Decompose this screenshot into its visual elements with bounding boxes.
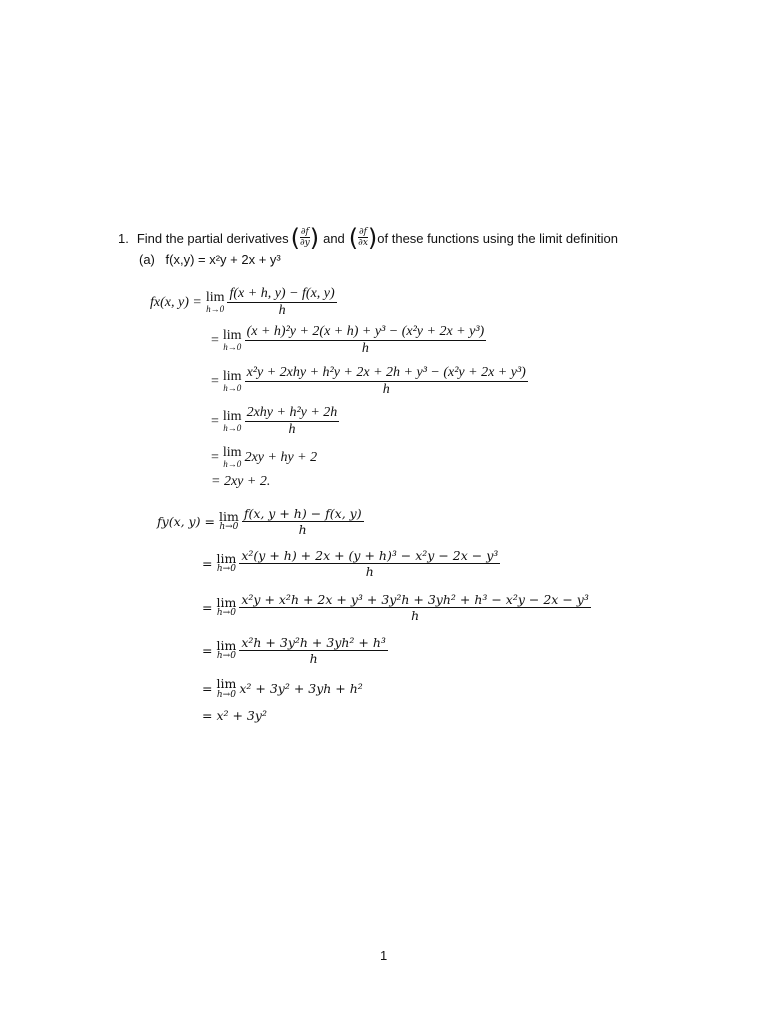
fy-expression-5: x² + 3y² + 3yh + h² bbox=[239, 681, 363, 697]
fx-line-1: fx(x, y) = lim h→0 $\frac{f(x + h, y) - f(x, y)}{h}$ bbox=[150, 286, 335, 318]
problem-intro: Find the partial derivatives bbox=[136, 230, 289, 246]
problem-number: 1. bbox=[118, 230, 129, 246]
fy-result: = x² + 3y² bbox=[202, 708, 267, 723]
partial-f-partial-x: $\frac{\partial f}{\partial x}$ bbox=[358, 226, 368, 248]
problem-outro: of these functions using the limit definition bbox=[377, 230, 618, 246]
fy-line-2: = lim h→0 $\frac{\text{x²(y + h) + 2x + (y + h)³ − x²y − 2x − y³}}{h}$ bbox=[202, 548, 499, 579]
fx-fraction-1: $\frac{f(x + h, y) - f(x, y)}{h}$ bbox=[229, 286, 335, 318]
fy-lhs: fy(x, y) = bbox=[157, 514, 215, 529]
partial-f-partial-y: $\frac{\partial f}{\partial y}$ bbox=[299, 226, 310, 248]
fx-lhs: fx(x, y) = bbox=[150, 294, 202, 310]
problem-and: and bbox=[323, 230, 345, 246]
fy-line-1: fy(x, y) = lim h→0 $\frac{f(x, y + h) - f(x, y)}{h}$ bbox=[157, 506, 362, 537]
fx-fraction-4: $\frac{\text{2xhy + h²y + 2h}}{h}$ bbox=[246, 405, 338, 437]
fy-line-4: = lim h→0 $\frac{\text{x²h + 3y²h + 3yh² + h³}}{h}$ bbox=[202, 635, 386, 666]
part-label: (a) bbox=[139, 252, 155, 267]
fx-line-2: = lim h→0 $\frac{\text{(x + h)²y + 2(x + h) + y³ − (x²y + 2x + y³)}}{h}$ bbox=[211, 324, 485, 356]
fx-fraction-3: $\frac{\text{x²y + 2xhy + h²y + 2x + 2h + y³ − (x²y + 2x + y³)}}{h}$ bbox=[246, 365, 526, 397]
part-a bbox=[139, 252, 281, 267]
fx-line-4: = lim h→0 $\frac{\text{2xhy + h²y + 2h}}{h}$ bbox=[211, 405, 338, 437]
fx-fraction-2: $\frac{\text{(x + h)²y + 2(x + h) + y³ − (x²y + 2x + y³)}}{h}$ bbox=[246, 324, 485, 356]
part-function: f(x,y) = x²y + 2x + y³ bbox=[165, 252, 281, 267]
fx-expression-5: 2xy + hy + 2 bbox=[244, 449, 318, 465]
fy-fraction-2: $\frac{\text{x²(y + h) + 2x + (y + h)³ − x²y − 2x − y³}}{h}$ bbox=[241, 548, 499, 579]
problem-statement: 1. Find the partial derivatives ( $\frac{\partial f}{\partial y}$ ) and ( $\frac{\partial f}{\partial x}$ ) of these functions using the limit definition bbox=[118, 224, 618, 252]
fy-fraction-1: $\frac{f(x, y + h) - f(x, y)}{h}$ bbox=[243, 506, 362, 537]
fx-line-5: = lim h→0 2xy + hy + 2 bbox=[211, 445, 318, 469]
page-number: 1 bbox=[380, 948, 388, 963]
fy-fraction-4: $\frac{\text{x²h + 3y²h + 3yh² + h³}}{h}$ bbox=[241, 635, 386, 666]
fx-line-3: = lim h→0 $\frac{\text{x²y + 2xhy + h²y + 2x + 2h + y³ − (x²y + 2x + y³)}}{h}$ bbox=[211, 365, 526, 397]
fx-result: = 2xy + 2. bbox=[211, 474, 271, 489]
fy-line-3: = lim h→0 $\frac{\text{x²y + x²h + 2x + y³ + 3y²h + 3yh² + h³ − x²y − 2x − y³}}{h}$ bbox=[202, 592, 589, 623]
fy-line-5: = lim h→0 x² + 3y² + 3yh + h² bbox=[202, 676, 363, 700]
fy-fraction-3: $\frac{\text{x²y + x²h + 2x + y³ + 3y²h + 3yh² + h³ − x²y − 2x − y³}}{h}$ bbox=[241, 592, 589, 623]
